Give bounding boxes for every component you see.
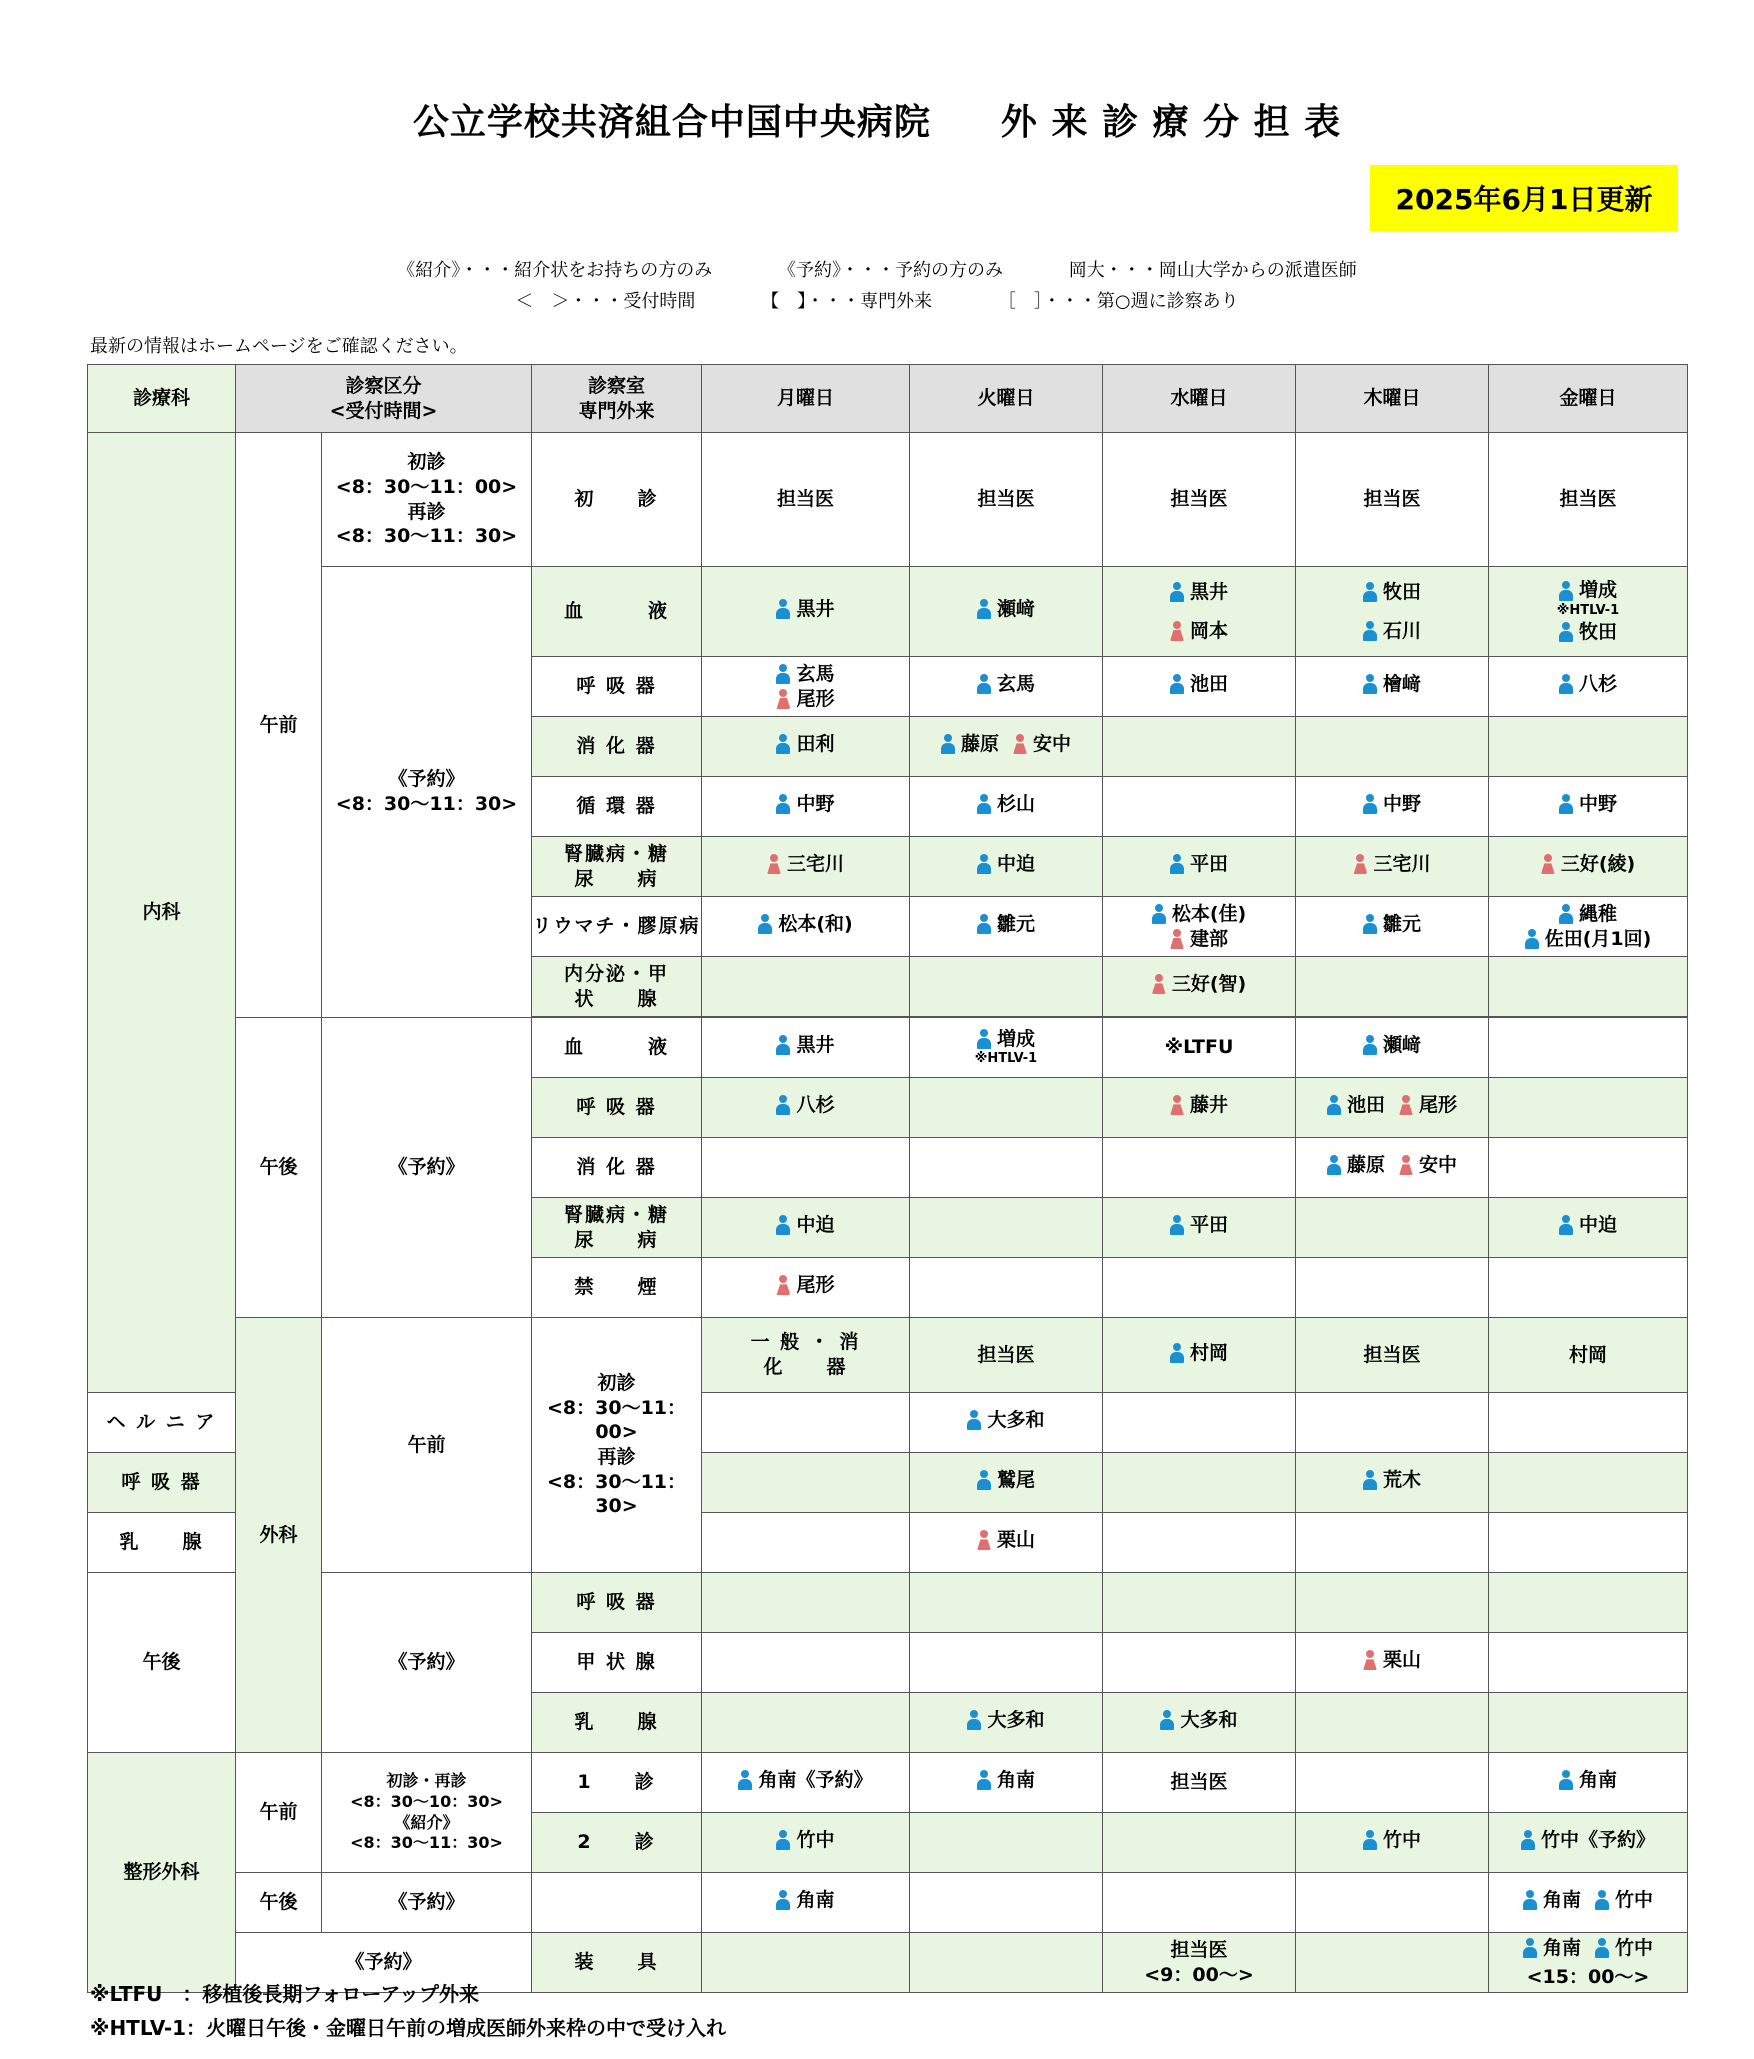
male-doctor-icon <box>1160 1710 1174 1730</box>
male-doctor-icon <box>977 1770 991 1790</box>
cell <box>1489 1258 1688 1318</box>
cell <box>1489 1393 1688 1453</box>
period-pm-geka: 午後 <box>88 1573 236 1753</box>
male-doctor-icon <box>776 734 790 754</box>
male-doctor-icon <box>1363 621 1377 641</box>
cell: 藤原 安中 <box>910 717 1103 777</box>
male-doctor-icon <box>776 664 790 684</box>
cell: 池田 尾形 <box>1296 1078 1489 1138</box>
cell <box>910 1633 1103 1693</box>
cell: 担当医 <9：00〜> <box>1103 1933 1296 1993</box>
male-doctor-icon <box>758 914 772 934</box>
male-doctor-icon <box>1523 1938 1537 1958</box>
cell <box>1103 1138 1296 1198</box>
notice-text: 最新の情報はホームページをご確認ください。 <box>90 336 468 357</box>
cell: 中迫 <box>910 837 1103 897</box>
cell: 鷲尾 <box>910 1453 1103 1513</box>
cell: 三宅川 <box>702 837 910 897</box>
cell: 平田 <box>1103 837 1296 897</box>
male-doctor-icon <box>977 1470 991 1490</box>
room-shoshin: 初 診 <box>532 433 702 567</box>
room-sogu: 装 具 <box>532 1933 702 1993</box>
male-doctor-icon <box>977 599 991 619</box>
period-am-geka: 午前 <box>322 1318 532 1573</box>
cell: 担当医 <box>1296 1318 1489 1393</box>
male-doctor-icon <box>776 1830 790 1850</box>
cell: 角南 竹中 <15：00〜> <box>1489 1933 1688 1993</box>
cell: ※LTFU <box>1103 1018 1296 1078</box>
female-doctor-icon <box>977 1530 991 1550</box>
cell: 松本(佳) 建部 <box>1103 897 1296 957</box>
cell: 縄稚 佐田(月1回) <box>1489 897 1688 957</box>
cell <box>1296 1258 1489 1318</box>
cell <box>702 1393 910 1453</box>
cell <box>910 1573 1103 1633</box>
male-doctor-icon <box>1363 914 1377 934</box>
cell: 尾形 <box>702 1258 910 1318</box>
cell <box>1103 1453 1296 1513</box>
cell: 平田 <box>1103 1198 1296 1258</box>
room-kokyuki: 呼 吸 器 <box>532 657 702 717</box>
cell <box>702 1453 910 1513</box>
reception-seikei-pm: 《予約》 <box>322 1873 532 1933</box>
cell: 檜﨑 <box>1296 657 1489 717</box>
room-kokyuki-geka-pm: 呼 吸 器 <box>532 1573 702 1633</box>
cell: 牧田 石川 <box>1296 567 1489 657</box>
cell <box>1103 1813 1296 1873</box>
male-doctor-icon <box>1170 674 1184 694</box>
reception-geka-pm: 《予約》 <box>322 1573 532 1753</box>
cell <box>1296 1933 1489 1993</box>
cell <box>1103 1393 1296 1453</box>
male-doctor-icon <box>977 854 991 874</box>
male-doctor-icon <box>941 734 955 754</box>
male-doctor-icon <box>776 599 790 619</box>
dept-geka: 外科 <box>236 1318 322 1753</box>
female-doctor-icon <box>1399 1155 1413 1175</box>
cell: 増成 ※HTLV-1 牧田 <box>1489 567 1688 657</box>
cell <box>1103 777 1296 837</box>
cell: 三宅川 <box>1296 837 1489 897</box>
male-doctor-icon <box>1363 1470 1377 1490</box>
male-doctor-icon <box>977 794 991 814</box>
female-doctor-icon <box>1170 1095 1184 1115</box>
cell: 角南《予約》 <box>702 1753 910 1813</box>
period-am: 午前 <box>236 433 322 1018</box>
cell: 瀬﨑 <box>910 567 1103 657</box>
female-doctor-icon <box>1152 974 1166 994</box>
cell: 担当医 <box>1103 433 1296 567</box>
room-shokaki-pm: 消 化 器 <box>532 1138 702 1198</box>
cell <box>1489 1513 1688 1573</box>
cell <box>1296 1393 1489 1453</box>
room-hernia: ヘ ル ニ ア <box>88 1393 236 1453</box>
cell <box>1103 1633 1296 1693</box>
cell <box>910 1813 1103 1873</box>
male-doctor-icon <box>1521 1830 1535 1850</box>
cell: 中迫 <box>1489 1198 1688 1258</box>
cell: 瀬﨑 <box>1296 1018 1489 1078</box>
male-doctor-icon <box>1595 1890 1609 1910</box>
room-shin2: 2 診 <box>532 1813 702 1873</box>
room-kokyuki-geka: 呼 吸 器 <box>88 1453 236 1513</box>
reception-yoyaku-pm: 《予約》 <box>322 1018 532 1318</box>
cell: 角南 <box>1489 1753 1688 1813</box>
cell: 田利 <box>702 717 910 777</box>
room-rheuma: リウマチ・膠原病 <box>532 897 702 957</box>
cell <box>1489 1693 1688 1753</box>
cell <box>1489 1078 1688 1138</box>
male-doctor-icon <box>1363 1830 1377 1850</box>
cell <box>910 1258 1103 1318</box>
room-junkanki: 循 環 器 <box>532 777 702 837</box>
cell <box>1489 1633 1688 1693</box>
male-doctor-icon <box>738 1770 752 1790</box>
cell: 八杉 <box>702 1078 910 1138</box>
cell: 担当医 <box>1489 433 1688 567</box>
cell <box>1296 1573 1489 1633</box>
cell <box>910 1198 1103 1258</box>
cell <box>1489 1573 1688 1633</box>
cell: 荒木 <box>1296 1453 1489 1513</box>
cell: 大多和 <box>910 1693 1103 1753</box>
cell: 村岡 <box>1489 1318 1688 1393</box>
cell <box>1489 957 1688 1017</box>
cell: 担当医 <box>1103 1753 1296 1813</box>
male-doctor-icon <box>1559 674 1573 694</box>
cell <box>1489 717 1688 777</box>
cell <box>910 1138 1103 1198</box>
cell <box>1103 1573 1296 1633</box>
cell: 杉山 <box>910 777 1103 837</box>
schedule-table <box>87 364 1688 1993</box>
cell: 雛元 <box>1296 897 1489 957</box>
cell <box>1296 957 1489 1017</box>
cell: 中野 <box>702 777 910 837</box>
cell <box>702 1633 910 1693</box>
header-wednesday: 水曜日 <box>1103 365 1296 433</box>
female-doctor-icon <box>1170 621 1184 641</box>
cell: 雛元 <box>910 897 1103 957</box>
cell: 池田 <box>1103 657 1296 717</box>
male-doctor-icon <box>1363 1035 1377 1055</box>
page-title: 公立学校共済組合中国中央病院 外 来 診 療 分 担 表 <box>412 102 1342 143</box>
cell <box>1103 1873 1296 1933</box>
period-am-seikei: 午前 <box>236 1753 322 1873</box>
room-nyusen-pm: 乳 腺 <box>532 1693 702 1753</box>
reception-geka: 初診 <8：30〜11：00> 再診 <8：30〜11：30> <box>532 1318 702 1573</box>
room-ippan: 一 般 ・ 消 化 器 <box>702 1318 910 1393</box>
cell: 担当医 <box>702 433 910 567</box>
period-pm: 午後 <box>236 1018 322 1318</box>
cell <box>1296 1198 1489 1258</box>
female-doctor-icon <box>1353 854 1367 874</box>
cell: 中野 <box>1489 777 1688 837</box>
cell: 中野 <box>1296 777 1489 837</box>
cell: 大多和 <box>910 1393 1103 1453</box>
male-doctor-icon <box>977 914 991 934</box>
female-doctor-icon <box>767 854 781 874</box>
room-jinzo-pm: 腎臓病・糖 尿 病 <box>532 1198 702 1258</box>
male-doctor-icon <box>1363 794 1377 814</box>
male-doctor-icon <box>1170 854 1184 874</box>
cell: 栗山 <box>910 1513 1103 1573</box>
male-doctor-icon <box>1559 1215 1573 1235</box>
header-monday: 月曜日 <box>702 365 910 433</box>
footnote-ltfu: ※LTFU ：移植後長期フォローアップ外来 <box>90 1982 480 2006</box>
female-doctor-icon <box>1013 734 1027 754</box>
cell <box>702 957 910 1017</box>
cell <box>1103 1513 1296 1573</box>
reception-yoyaku: 《予約》 <8：30〜11：30> <box>322 567 532 1018</box>
cell: 黒井 <box>702 567 910 657</box>
cell: 黒井 岡本 <box>1103 567 1296 657</box>
male-doctor-icon <box>977 674 991 694</box>
male-doctor-icon <box>1559 904 1573 924</box>
male-doctor-icon <box>776 794 790 814</box>
cell: 中迫 <box>702 1198 910 1258</box>
room-kinen: 禁 煙 <box>532 1258 702 1318</box>
male-doctor-icon <box>776 1035 790 1055</box>
dept-naika: 内科 <box>88 433 236 1393</box>
male-doctor-icon <box>967 1710 981 1730</box>
room-jinzo: 腎臓病・糖 尿 病 <box>532 837 702 897</box>
male-doctor-icon <box>1525 929 1539 949</box>
cell: 担当医 <box>910 433 1103 567</box>
cell <box>1296 1753 1489 1813</box>
cell: 玄馬 尾形 <box>702 657 910 717</box>
footnote-htlv: ※HTLV-1：火曜日午後・金曜日午前の増成医師外来枠の中で受け入れ <box>90 2016 727 2040</box>
header-room: 診察室 専門外来 <box>532 365 702 433</box>
cell: 藤原 安中 <box>1296 1138 1489 1198</box>
cell: 角南 <box>702 1873 910 1933</box>
male-doctor-icon <box>1559 794 1573 814</box>
cell: 村岡 <box>1103 1318 1296 1393</box>
male-doctor-icon <box>1559 581 1573 601</box>
header-tuesday: 火曜日 <box>910 365 1103 433</box>
cell <box>702 1693 910 1753</box>
cell: 三好(綾) <box>1489 837 1688 897</box>
male-doctor-icon <box>1170 1343 1184 1363</box>
cell <box>1296 1513 1489 1573</box>
cell: 八杉 <box>1489 657 1688 717</box>
cell <box>1296 717 1489 777</box>
male-doctor-icon <box>1363 582 1377 602</box>
cell <box>1489 1018 1688 1078</box>
female-doctor-icon <box>1363 1650 1377 1670</box>
cell <box>702 1933 910 1993</box>
male-doctor-icon <box>1559 622 1573 642</box>
male-doctor-icon <box>776 1890 790 1910</box>
cell: 角南 <box>910 1753 1103 1813</box>
cell: 黒井 <box>702 1018 910 1078</box>
cell <box>910 1078 1103 1138</box>
room-shin1: 1 診 <box>532 1753 702 1813</box>
cell <box>1489 1453 1688 1513</box>
period-pm-seikei: 午後 <box>236 1873 322 1933</box>
reception-seikei: 初診・再診 <8：30〜10：30> 《紹介》 <8：30〜11：30> <box>322 1753 532 1873</box>
male-doctor-icon <box>1327 1095 1341 1115</box>
cell <box>702 1573 910 1633</box>
reception-first: 初診 <8：30〜11：00> 再診 <8：30〜11：30> <box>322 433 532 567</box>
legend-line-1: 《紹介》・・・紹介状をお持ちの方のみ 《予約》・・・予約の方のみ 岡大・・・岡山大学からの派遣医師 <box>397 260 1357 281</box>
room-shokaki: 消 化 器 <box>532 717 702 777</box>
cell <box>1296 1693 1489 1753</box>
legend-line-2: ＜ ＞・・・受付時間 【 】・・・専門外来 ［ ］・・・第○週に診察あり <box>515 291 1239 312</box>
female-doctor-icon <box>776 1275 790 1295</box>
room-empty <box>532 1873 702 1933</box>
female-doctor-icon <box>1170 929 1184 949</box>
cell: 玄馬 <box>910 657 1103 717</box>
female-doctor-icon <box>776 689 790 709</box>
room-ketsueki: 血 液 <box>532 567 702 657</box>
cell: 三好(智) <box>1103 957 1296 1017</box>
cell: 松本(和) <box>702 897 910 957</box>
cell <box>910 1933 1103 1993</box>
male-doctor-icon <box>1152 904 1166 924</box>
cell: 栗山 <box>1296 1633 1489 1693</box>
reception-sogu: 《予約》 <box>236 1933 532 1993</box>
cell: 竹中 <box>702 1813 910 1873</box>
male-doctor-icon <box>1170 1215 1184 1235</box>
male-doctor-icon <box>1327 1155 1341 1175</box>
header-thursday: 木曜日 <box>1296 365 1489 433</box>
male-doctor-icon <box>776 1095 790 1115</box>
cell <box>1103 1258 1296 1318</box>
header-dept: 診療科 <box>88 365 236 433</box>
cell <box>702 1513 910 1573</box>
cell: 竹中 <box>1296 1813 1489 1873</box>
female-doctor-icon <box>1541 854 1555 874</box>
room-nyusen: 乳 腺 <box>88 1513 236 1573</box>
cell <box>702 1138 910 1198</box>
cell: 増成 ※HTLV-1 <box>910 1018 1103 1078</box>
room-kojosen: 甲 状 腺 <box>532 1633 702 1693</box>
male-doctor-icon <box>977 1029 991 1049</box>
cell: 担当医 <box>1296 433 1489 567</box>
male-doctor-icon <box>1170 582 1184 602</box>
room-kokyuki-pm: 呼 吸 器 <box>532 1078 702 1138</box>
cell <box>910 957 1103 1017</box>
cell: 竹中《予約》 <box>1489 1813 1688 1873</box>
cell <box>1103 717 1296 777</box>
cell: 角南 竹中 <box>1489 1873 1688 1933</box>
male-doctor-icon <box>776 1215 790 1235</box>
cell: 大多和 <box>1103 1693 1296 1753</box>
cell <box>1489 1138 1688 1198</box>
updated-badge: 2025年6月1日更新 <box>1370 165 1678 231</box>
male-doctor-icon <box>1559 1770 1573 1790</box>
room-ketsueki-pm: 血 液 <box>532 1018 702 1078</box>
male-doctor-icon <box>1523 1890 1537 1910</box>
female-doctor-icon <box>1399 1095 1413 1115</box>
cell <box>910 1873 1103 1933</box>
male-doctor-icon <box>967 1410 981 1430</box>
header-kubun: 診察区分 <受付時間> <box>236 365 532 433</box>
cell: 担当医 <box>910 1318 1103 1393</box>
cell <box>1296 1873 1489 1933</box>
male-doctor-icon <box>1595 1938 1609 1958</box>
dept-seikei: 整形外科 <box>88 1753 236 1993</box>
room-naibunpi: 内分泌・甲 状 腺 <box>532 957 702 1017</box>
cell: 藤井 <box>1103 1078 1296 1138</box>
header-friday: 金曜日 <box>1489 365 1688 433</box>
male-doctor-icon <box>1363 674 1377 694</box>
